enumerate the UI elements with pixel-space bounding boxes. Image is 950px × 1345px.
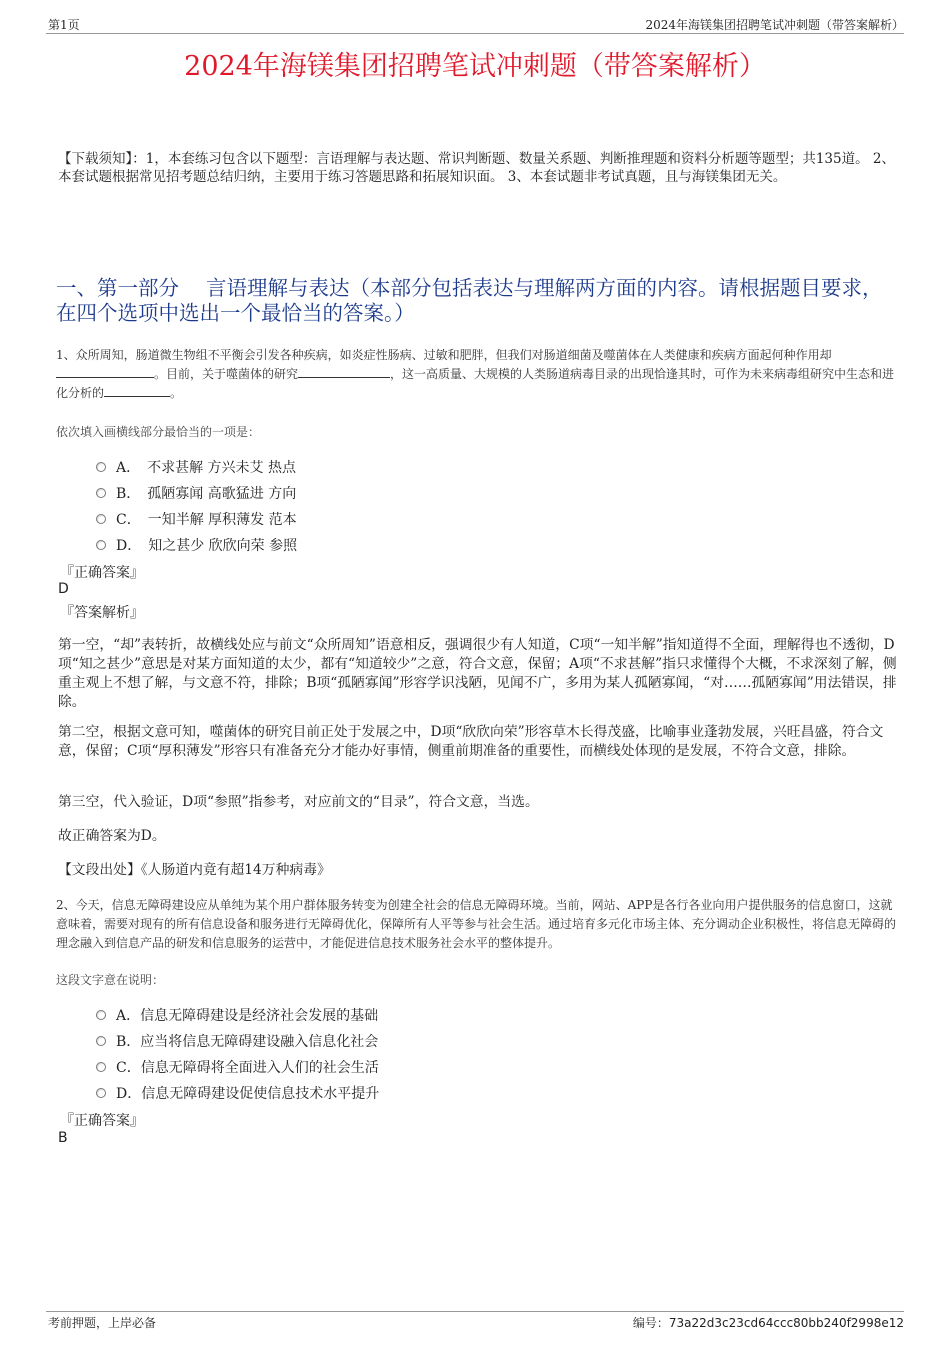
q1-text-d: 。 <box>170 386 183 400</box>
radio-button-icon[interactable] <box>96 1062 106 1072</box>
footer-id-label: 编号： <box>632 1316 669 1330</box>
q1-answer: D <box>58 581 69 597</box>
option-label: C．信息无障碍将全面进入人们的社会生活 <box>116 1060 379 1076</box>
radio-button-icon[interactable] <box>96 514 106 524</box>
download-notice: 【下载须知】：1，本套练习包含以下题型：言语理解与表达题、常识判断题、数量关系题、判断推理题和资料分析题等题型；共135道。 2、本套试题根据常见招考题总结归纳，主要用于练习答题思路和拓展知识面。 3、本套试题非考试真题，且与海镁集团无关。 <box>58 151 895 185</box>
q2-option-a[interactable] <box>96 1005 378 1025</box>
footer-id-code: 73a22d3c23cd64ccc80bb240f2998e12 <box>668 1316 904 1330</box>
radio-button-icon[interactable] <box>96 462 106 472</box>
q1-option-c[interactable] <box>96 509 297 529</box>
radio-button-icon[interactable] <box>96 1088 106 1098</box>
option-label: B．应当将信息无障碍建设融入信息化社会 <box>116 1034 379 1050</box>
radio-button-icon[interactable] <box>96 1010 106 1020</box>
q1-analysis-label: 『答案解析』 <box>60 605 144 621</box>
q2-prompt: 这段文字意在说明： <box>56 973 165 987</box>
option-label: B． 孤陋寡闻 高歌猛进 方向 <box>116 486 297 502</box>
q2-option-d[interactable] <box>96 1083 379 1103</box>
fill-blank-3 <box>104 385 170 397</box>
q1-option-a[interactable] <box>96 457 296 477</box>
q1-answer-label: 『正确答案』 <box>60 565 144 581</box>
footer-slogan: 考前押题，上岸必备 <box>48 1316 157 1330</box>
q1-option-b[interactable] <box>96 483 296 503</box>
q1-prompt: 依次填入画横线部分最恰当的一项是： <box>56 425 261 439</box>
q1-analysis-paragraph-1: 第一空，“却”表转折，故横线处应与前文“众所周知”语意相反，强调很少有人知道，C项“一知半解”指知道得不全面，理解得也不透彻，D项“知之甚少”意思是对某方面知道的太少，都有“知道较少”之意，符合文意，保留；A项“不求甚解”指只求懂得个大概，不求深刻了解，侧重主观上不想了解，与文意不符，排除；B项“孤陋寡闻”形容学识浅陋，见闻不广，多用为某人孤陋寡闻，“对……孤陋寡闻”用法错误，排除。 <box>58 637 897 710</box>
fill-blank-2 <box>298 366 390 378</box>
q1-text-a: 1、众所周知，肠道微生物组不平衡会引发各种疾病，如炎症性肠病、过敏和肥胖，但我们对肠道细菌及噬菌体在人类健康和疾病方面起何种作用却 <box>56 348 832 362</box>
q2-answer: B <box>58 1130 68 1146</box>
running-header-title: 2024年海镁集团招聘笔试冲刺题（带答案解析） <box>645 18 904 32</box>
option-label: D． 知之甚少 欣欣向荣 参照 <box>116 538 298 554</box>
footer-divider <box>46 1311 904 1312</box>
q2-option-c[interactable] <box>96 1057 379 1077</box>
q1-text-c: ，这一高质量、大规模的人类肠道病毒目录的出现恰逢其时，可作为未来病毒组研究中生态和进化分析的 <box>56 367 895 400</box>
question-1-stem <box>56 346 902 403</box>
header-divider <box>46 33 904 34</box>
footer-document-id <box>633 1314 904 1331</box>
q2-option-b[interactable] <box>96 1031 378 1051</box>
page-number: 第1页 <box>48 18 80 32</box>
document-title: 2024年海镁集团招聘笔试冲刺题（带答案解析） <box>184 51 766 82</box>
q1-conclusion: 故正确答案为D。 <box>58 828 166 844</box>
option-label: A．信息无障碍建设是经济社会发展的基础 <box>116 1008 379 1024</box>
radio-button-icon[interactable] <box>96 540 106 550</box>
radio-button-icon[interactable] <box>96 488 106 498</box>
question-2-stem: 2、今天，信息无障碍建设应从单纯为某个用户群体服务转变为创建全社会的信息无障碍环境。当前，网站、APP是各行各业向用户提供服务的信息窗口，这就意味着，需要对现有的所有信息设备和服务进行无障碍优化，保障所有人平等参与社会生活。通过培育多元化市场主体、充分调动企业积极性，将信息无障碍的理念融入到信息产品的研发和信息服务的运营中，才能促进信息技术服务社会水平的整体提升。 <box>56 898 897 950</box>
q1-text-b: 。目前，关于噬菌体的研究 <box>154 367 299 381</box>
q1-analysis-paragraph-3: 第三空，代入验证，D项“参照”指参考，对应前文的“目录”，符合文意，当选。 <box>58 794 539 810</box>
q1-source: 【文段出处】《人肠道内竟有超14万种病毒》 <box>58 862 331 878</box>
section-heading: 一、第一部分 言语理解与表达（本部分包括表达与理解两方面的内容。请根据题目要求，在四个选项中选出一个最恰当的答案。） <box>56 276 883 325</box>
option-label: D．信息无障碍建设促使信息技术水平提升 <box>116 1086 380 1102</box>
q1-analysis-paragraph-2: 第二空，根据文意可知，噬菌体的研究目前正处于发展之中，D项“欣欣向荣”形容草木长得茂盛，比喻事业蓬勃发展，兴旺昌盛，符合文意，保留；C项“厚积薄发”形容只有准备充分才能办好事情，侧重前期准备的重要性，而横线处体现的是发展，不符合文意，排除。 <box>58 724 884 759</box>
fill-blank-1 <box>56 366 154 378</box>
q2-answer-label: 『正确答案』 <box>60 1113 144 1129</box>
option-label: A． 不求甚解 方兴未艾 热点 <box>116 460 297 476</box>
q1-option-d[interactable] <box>96 535 297 555</box>
radio-button-icon[interactable] <box>96 1036 106 1046</box>
option-label: C． 一知半解 厚积薄发 范本 <box>116 512 297 528</box>
